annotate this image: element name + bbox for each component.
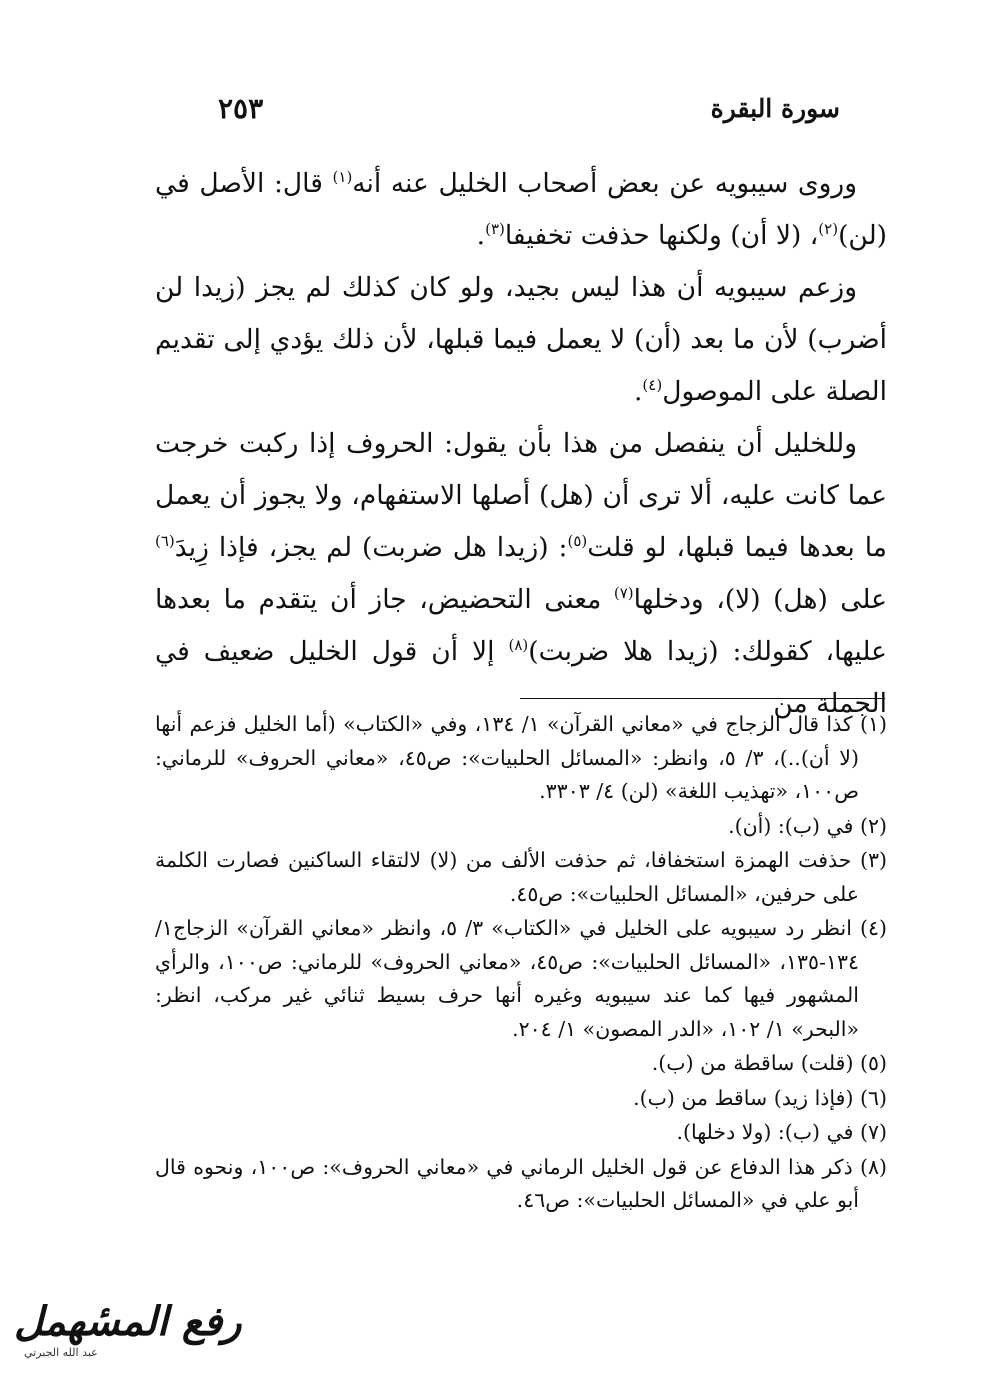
footnote-ref: (٤) <box>642 376 663 395</box>
footnote-ref: (٦) <box>155 532 175 551</box>
footnote-ref: (٨) <box>508 636 529 655</box>
footnote-3: (٣) حذفت الهمزة استخفافا، ثم حذفت الألف من (لا) لالتقاء الساكنين فصارت الكلمة على حرفين، «المسائل الحلبيات»: ص٤٥. <box>155 848 887 906</box>
watermark-sub: عبد الله الجبرتي <box>24 1346 98 1359</box>
running-title: سورة البقرة <box>710 94 840 123</box>
footnote-8: (٨) ذكر هذا الدفاع عن قول الخليل الرماني في «معاني الحروف»: ص١٠٠، ونحوه قال أبو علي في «المسائل الحلبيات»: ص٤٦. <box>155 1154 887 1212</box>
paragraph-3 <box>155 418 887 730</box>
page-number: ٢٥٣ <box>218 92 264 125</box>
text-run: قال: الأصل في (لن) <box>155 168 887 251</box>
text-run: وروى سيبويه عن بعض أصحاب الخليل عنه أنه <box>352 168 858 199</box>
footnote-ref: (٧) <box>613 584 634 603</box>
footnotes <box>155 708 887 1219</box>
text-run: وللخليل أن ينفصل من هذا بأن يقول: الحروف إذا ركبت خرجت عما كانت عليه، ألا ترى أن (هل) أصلها الاستفهام، ولا يجوز أن يعمل ما بعدها فيما قبلها، لو قلت <box>155 428 887 563</box>
footnote-ref: (٣) <box>485 220 505 239</box>
text-run: وزعم سيبويه أن هذا ليس بجيد، ولو كان كذلك لم يجز (زيدا لن أضرب) لأن ما بعد (أن) لا يعمل فيما قبلها، لأن ذلك يؤدي إلى تقديم الصلة على الموصول <box>155 272 887 407</box>
text-run: إلا أن قول الخليل ضعيف في الجملة من <box>155 636 887 719</box>
page-header <box>150 88 840 132</box>
footnote-5: (٥) (قلت) ساقطة من (ب). <box>651 1051 887 1075</box>
footnote-2: (٢) في (ب): (أن). <box>728 813 887 838</box>
watermark-logo <box>10 1298 242 1368</box>
footnote-ref: (١) <box>332 168 353 187</box>
paragraph-1 <box>155 158 887 262</box>
footnote-separator <box>520 698 885 699</box>
text-run: ، (لا أن) ولكنها حذفت تخفيفا <box>504 220 819 251</box>
watermark-main: رفع المسٔهمل <box>14 1298 242 1345</box>
footnote-ref: (٢) <box>818 220 839 239</box>
footnote-1: (١) كذا قال الزجاج في «معاني القرآن» ١/ ١٣٤، وفي «الكتاب» (أما الخليل فزعم أنها (لا أن)..)، ٣/ ٥، وانظر: «المسائل الحلبيات»: ص٤٥، «معاني الحروف» للرماني: ص١٠٠، «تهذيب اللغة» (لن) ٤/ ٣٣٠٣. <box>155 712 887 803</box>
footnote-4: (٤) انظر رد سيبويه على الخليل في «الكتاب» ٣/ ٥، وانظر «معاني القرآن» الزجاج١/ ١٣٤-١٣٥، «المسائل الحلبيات»: ص٤٥، «معاني الحروف» للرماني: ص١٠٠، والرأي المشهور فيها كما عند سيبويه وغيره أنها حرف بسيط ثنائي غير مركب، انظر: «البحر» ١/ ١٠٢، «الدر المصون» ١/ ٢٠٤. <box>155 916 887 1041</box>
main-text <box>155 158 887 730</box>
text-run: معنى التحضيض، جاز أن يتقدم ما بعدها عليها، كقولك: (زيدا هلا ضربت) <box>155 584 887 667</box>
text-run: . <box>476 220 486 251</box>
paragraph-2 <box>155 262 887 418</box>
text-run: . <box>633 376 643 407</box>
text-run: : (زيدا هل ضربت) لم يجز، فإذا زِيدَ <box>174 532 568 563</box>
footnote-6: (٦) (فإذا زيد) ساقط من (ب). <box>633 1085 887 1110</box>
footnote-7: (٧) في (ب): (ولا دخلها). <box>676 1120 887 1144</box>
footnote-ref: (٥) <box>567 532 588 551</box>
text-run: على (هل) (لا)، ودخلها <box>633 584 887 615</box>
